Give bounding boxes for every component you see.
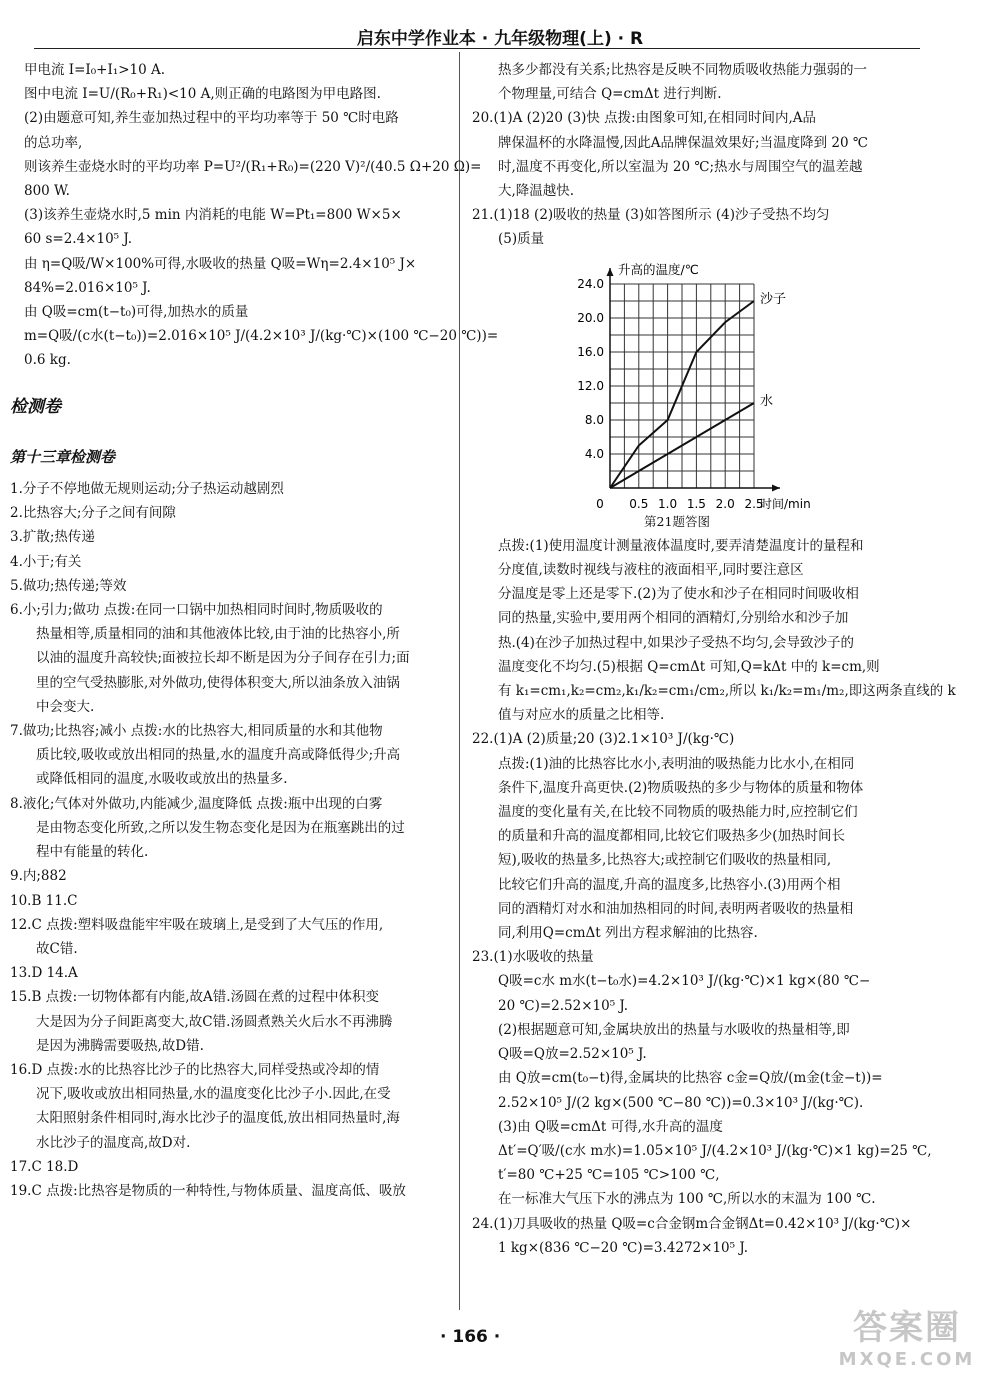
y-tick-label: 8.0: [584, 412, 604, 427]
text-line: 22.(1)A (2)质量;20 (3)2.1×10³ J/(kg·℃): [472, 731, 735, 748]
x-tick-label: 2.0: [715, 496, 735, 510]
text-line: 7.做功;比热容;减小 点拨:水的比热容大,相同质量的水和其他物: [10, 723, 383, 740]
text-line: 13.D 14.A: [10, 965, 78, 982]
text-line: 分度值,读数时视线与液柱的液面相平,同时要注意区: [498, 562, 804, 579]
y-tick-label: 16.0: [577, 344, 604, 359]
text-line: (2)根据题意可知,金属块放出的热量与水吸收的热量相等,即: [498, 1021, 850, 1038]
text-line: 同的热量,实验中,要用两个相同的酒精灯,分别给水和沙子加: [498, 610, 849, 627]
y-tick-label: 4.0: [584, 446, 604, 461]
chapter-title: 第十三章检测卷: [10, 447, 116, 466]
text-line: 10.B 11.C: [10, 892, 78, 909]
left-solution-block: [10, 58, 499, 373]
text-line: 里的空气受热膨胀,对外做功,使得体积变大,所以油条放入油锅: [36, 674, 400, 691]
x-tick-label: 1.5: [686, 496, 706, 510]
y-tick-label: 24.0: [577, 276, 604, 291]
text-line: 0.6 kg.: [24, 352, 71, 369]
text-line: 的质量和升高的温度都相同,比较它们吸热多少(加热时间长: [498, 828, 846, 845]
right-column: [472, 58, 956, 1260]
text-line: 16.D 点拨:水的比热容比沙子的比热容大,同样受热或冷却的情: [10, 1061, 380, 1078]
text-line: 是由物态变化所致,之所以发生物态变化是因为在瓶塞跳出的过: [36, 819, 405, 836]
text-line: 甲电流 I=I₀+I₁>10 A.: [24, 62, 166, 78]
text-line: 大是因为分子间距离变大,故C错.汤圆煮熟关火后水不再沸腾: [36, 1013, 393, 1030]
text-line: 是因为沸腾需要吸热,故D错.: [36, 1037, 204, 1054]
text-line: 800 W.: [24, 183, 70, 200]
x-axis-label: 时间/min: [760, 496, 811, 510]
text-line: Δt′=Q′吸/(c水 m水)=1.05×10⁵ J/(4.2×10³ J/(kg·℃)×1 kg)=25 ℃,: [498, 1142, 932, 1159]
text-line: 比较它们升高的温度,升高的温度多,比热容小.(3)用两个相: [498, 876, 841, 893]
text-line: m=Q吸/(c水(t−t₀))=2.016×10⁵ J/(4.2×10³ J/(kg·℃)×(100 ℃−20 ℃))=: [24, 328, 499, 345]
text-line: 的总功率,: [24, 134, 83, 151]
text-line: 6.小;引力;做功 点拨:在同一口锅中加热相同时间时,物质吸收的: [10, 602, 383, 619]
left-column: [10, 58, 499, 1203]
text-line: 热.(4)在沙子加热过程中,如果沙子受热不均匀,会导致沙子的: [498, 634, 854, 651]
text-line: 程中有能量的转化.: [36, 844, 149, 861]
x-tick-label: 0: [596, 496, 604, 510]
watermark-text-bottom: MXQE.COM: [838, 1349, 976, 1370]
series-label: 水: [760, 393, 774, 409]
text-line: 短),吸收的热量多,比热容大;或控制它们吸收的热量相同,: [498, 852, 832, 869]
text-line: Q吸=c水 m水(t−t₀水)=4.2×10³ J/(kg·℃)×1 kg×(80 ℃−: [498, 973, 871, 990]
x-tick-label: 0.5: [629, 496, 649, 510]
text-line: 故C错.: [36, 940, 78, 957]
text-line: 分温度是零上还是零下.(2)为了使水和沙子在相同时间吸收相: [498, 586, 859, 603]
temperature-chart: [472, 252, 922, 510]
text-line: 2.比热容大;分子之间有间隙: [10, 505, 176, 522]
chart-caption: 第21题答图: [644, 513, 710, 529]
text-line: 则该养生壶烧水时的平均功率 P=U²/(R₁+R₀)=(220 V)²/(40.5 Ω+20 Ω)=: [24, 158, 482, 175]
text-line: 1 kg×(836 ℃−20 ℃)=3.4272×10⁵ J.: [498, 1239, 748, 1256]
x-axis-arrow: [772, 484, 780, 491]
text-line: 4.小于;有关: [10, 553, 82, 570]
text-line: 点拨:(1)油的比热容比水小,表明油的吸热能力比水小,在相同: [498, 755, 855, 772]
text-line: (3)该养生壶烧水时,5 min 内消耗的电能 W=Pt₁=800 W×5×: [24, 207, 402, 224]
text-line: 1.分子不停地做无规则运动;分子热运动越剧烈: [10, 481, 284, 498]
text-line: 24.(1)刀具吸收的热量 Q吸=c合金钢m合金钢Δt=0.42×10³ J/(kg·℃)×: [472, 1215, 912, 1232]
text-line: 况下,吸收或放出相同热量,水的温度变化比沙子小.因此,在受: [36, 1086, 391, 1103]
text-line: 15.B 点拨:一切物体都有内能,故A错.汤圆在煮的过程中体积变: [10, 989, 380, 1006]
column-divider: [459, 52, 460, 1310]
series-label: 沙子: [760, 291, 787, 307]
text-line: 同的酒精灯对水和油加热相同的时间,表明两者吸收的热量相: [498, 900, 854, 917]
text-line: 个物理量,可结合 Q=cmΔt 进行判断.: [498, 86, 722, 103]
section-title: 检测卷: [10, 396, 61, 417]
text-line: 8.液化;气体对外做功,内能减少,温度降低 点拨:瓶中出现的白雾: [10, 795, 383, 812]
text-line: 温度的变化量有关,在比较不同物质的吸热能力时,应控制它们: [498, 804, 858, 821]
y-axis-label: 升高的温度/℃: [618, 261, 699, 277]
chart-area: [472, 252, 922, 510]
text-line: 热多少都没有关系;比热容是反映不同物质吸收热能力强弱的一: [498, 62, 868, 78]
text-line: 84%=2.016×10⁵ J.: [24, 279, 151, 296]
text-line: 牌保温杯的水降温慢,因此A品牌保温效果好;当温度降到 20 ℃: [498, 134, 868, 151]
answer-list: [10, 477, 450, 1203]
y-tick-label: 20.0: [577, 310, 604, 325]
x-tick-label: 2.5: [744, 496, 764, 510]
text-line: 60 s=2.4×10⁵ J.: [24, 231, 133, 248]
text-line: 12.C 点拨:塑料吸盘能牢牢吸在玻璃上,是受到了大气压的作用,: [10, 916, 384, 933]
text-line: 热量相等,质量相同的油和其他液体比较,由于油的比热容小,所: [36, 626, 400, 643]
text-line: 23.(1)水吸收的热量: [472, 949, 594, 966]
text-line: 由 Q放=cm(t₀−t)得,金属块的比热容 c金=Q放/(m金(t金−t))=: [498, 1070, 883, 1087]
text-line: 大,降温越快.: [498, 183, 575, 200]
text-line: 9.内;882: [10, 868, 67, 885]
text-line: 同,利用Q=cmΔt 列出方程求解油的比热容.: [498, 925, 758, 942]
text-line: 21.(1)18 (2)吸收的热量 (3)如答图所示 (4)沙子受热不均匀: [472, 207, 830, 224]
page-header: 启东中学作业本 · 九年级物理(上) · R: [356, 29, 644, 49]
text-line: 图中电流 I=U/(R₀+R₁)<10 A,则正确的电路图为甲电路图.: [24, 86, 381, 103]
header-rule: [34, 48, 920, 49]
text-line: 质比较,吸收或放出相同的热量,水的温度升高或降低得少;升高: [36, 747, 401, 764]
text-line: 20.(1)A (2)20 (3)快 点拨:由图象可知,在相同时间内,A品: [472, 110, 817, 127]
right-answers-top: [472, 58, 922, 252]
watermark-text-top: 答案圈: [853, 1308, 961, 1348]
text-line: 太阳照射条件相同时,海水比沙子的温度低,放出相同热量时,海: [36, 1110, 400, 1127]
text-line: 值与对应水的质量之比相等.: [498, 707, 665, 724]
text-line: 点拨:(1)使用温度计测量液体温度时,要弄清楚温度计的量程和: [498, 537, 864, 554]
text-line: 20 ℃)=2.52×10⁵ J.: [498, 997, 629, 1014]
text-line: 温度变化不均匀.(5)根据 Q=cmΔt 可知,Q=kΔt 中的 k=cm,则: [498, 658, 880, 675]
text-line: 时,温度不再变化,所以室温为 20 ℃;热水与周围空气的温差越: [498, 158, 863, 175]
text-line: 在一标准大气压下水的沸点为 100 ℃,所以水的末温为 100 ℃.: [498, 1191, 876, 1208]
text-line: 由 Q吸=cm(t−t₀)可得,加热水的质量: [24, 304, 249, 321]
text-line: 17.C 18.D: [10, 1158, 79, 1175]
text-line: 有 k₁=cm₁,k₂=cm₂,k₁/k₂=cm₁/cm₂,所以 k₁/k₂=m₁/m₂,即这两条直线的 k: [498, 683, 956, 700]
y-axis-arrow: [607, 268, 614, 276]
text-line: 中会变大.: [36, 698, 95, 715]
text-line: 3.扩散;热传递: [10, 529, 95, 546]
text-line: 19.C 点拨:比热容是物质的一种特性,与物体质量、温度高低、吸放: [10, 1182, 406, 1199]
text-line: t′=80 ℃+25 ℃=105 ℃>100 ℃,: [498, 1167, 720, 1184]
text-line: Q吸=Q放=2.52×10⁵ J.: [498, 1046, 647, 1063]
page-number: · 166 ·: [440, 1327, 501, 1347]
text-line: 或降低相同的温度,水吸收或放出的热量多.: [36, 771, 288, 788]
x-tick-label: 1.0: [658, 496, 678, 510]
text-line: 以油的温度升高较快;面被拉长却不断是因为分子间存在引力;面: [36, 650, 410, 667]
watermark-logo: [832, 1300, 982, 1370]
text-line: 条件下,温度升高更快.(2)物质吸热的多少与物体的质量和物体: [498, 779, 864, 796]
text-line: (3)由 Q吸=cmΔt 可得,水升高的温度: [498, 1118, 723, 1135]
text-line: 5.做功;热传递;等效: [10, 577, 127, 594]
y-tick-label: 12.0: [577, 378, 604, 393]
text-line: (5)质量: [498, 231, 545, 248]
text-line: 2.52×10⁵ J/(2 kg×(500 ℃−80 ℃))=0.3×10³ J/(kg·℃).: [498, 1094, 864, 1111]
right-answers-bottom: [472, 534, 956, 1260]
text-line: 水比沙子的温度高,故D对.: [36, 1134, 191, 1151]
text-line: 由 η=Q吸/W×100%可得,水吸收的热量 Q吸=Wη=2.4×10⁵ J×: [24, 255, 417, 272]
text-line: (2)由题意可知,养生壶加热过程中的平均功率等于 50 ℃时电路: [24, 110, 399, 127]
